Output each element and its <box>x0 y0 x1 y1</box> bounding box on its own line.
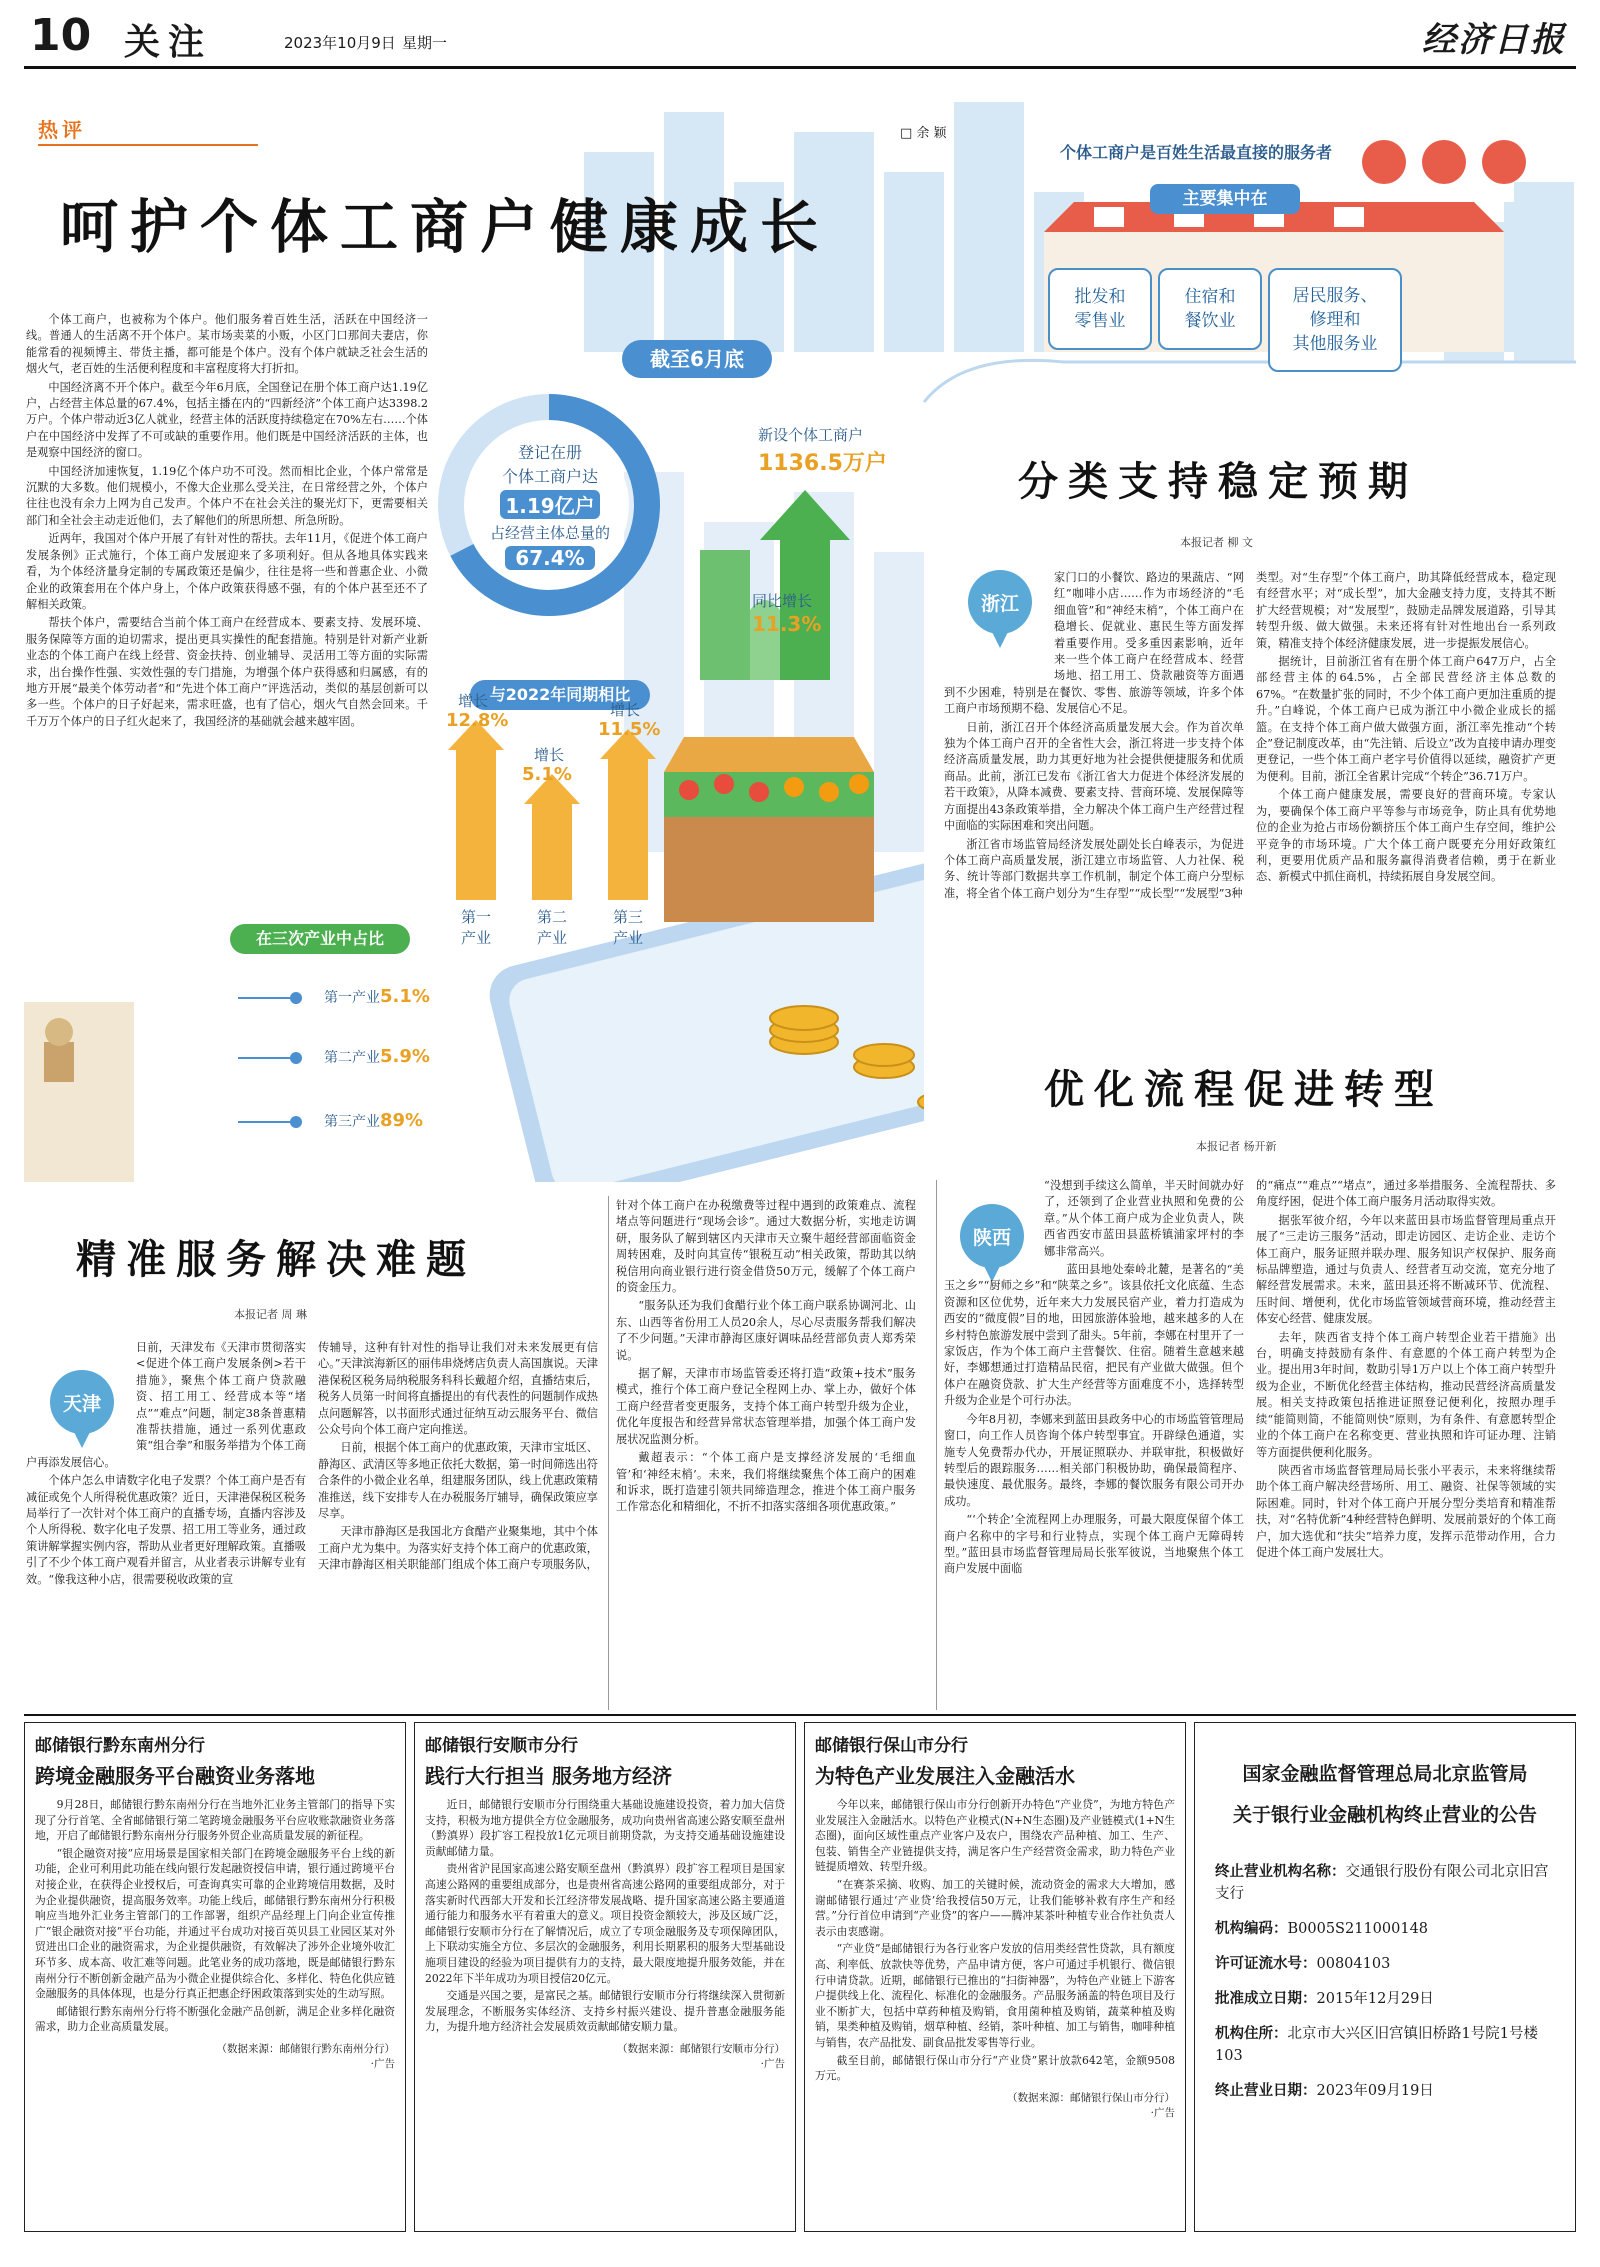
share-item-value: 5.9% <box>380 1046 430 1067</box>
notice-row <box>1215 2080 1555 2102</box>
hot-review-body <box>26 312 428 732</box>
notice-title: 关于银行业金融机构终止营业的公告 <box>1232 1804 1537 1826</box>
column-rule <box>936 1180 937 1710</box>
growth-bar-label: 第一 产业 <box>460 908 491 947</box>
industry-bubble-retail: 批发和 零售业 <box>1048 268 1152 350</box>
hot-review-paragraph: 中国经济加速恢复，1.19亿个体户功不可没。然而相比企业，个体户常常是沉默的大多数。他们规模小，不像大企业那么受关注，在日常经营之外，个体户往往也没有余力上网为自己发声。个体户不在社会关注的聚光灯下，更需要相关部门和全社会主动走近他们，去了解他们的所思所想、所急所盼。 <box>26 464 428 527</box>
zhejiang-byline: 本报记者 柳 文 <box>1180 536 1253 549</box>
tianjin-paragraph: 传辅导，这种有针对性的指导让我们对未来发展更有信心。”天津滨海新区的丽伟串烧烤店负责人高国旗说。天津港保税区税务局纳税服务科科长戴超介绍，直播结束后，税务人员第一时间将直播提出的有代表性的问题制作成热点问题解答，以书面形式通过征纳互动云服务平台、微信公众号向个体工商户定向推送。 <box>318 1341 598 1437</box>
growth-bar-label: 第三 产业 <box>612 908 643 947</box>
tianjin-paragraph: “服务队还为我们食醋行业个体工商户联系协调河北、山东、山西等省份用工人员20余人，尽心尽责服务帮我们解决了不少问题。”天津市静海区康好调味品经营部负责人郑秀荣说。 <box>616 1299 916 1362</box>
tianjin-col2 <box>318 1340 598 1576</box>
shaanxi-paragraph: 今年8月初，李娜来到蓝田县政务中心的市场监管管理局窗口，向工作人员咨询个体户转型事宜。开辟绿色通道，实施专人免费帮办代办，开展证照联办、并联审批，积极做好转型后的跟踪服务……相关部门积极协助，确保最简程序、最快速度、最优服务。最终，李娜的餐饮服务有限公司开办成功。 <box>944 1412 1244 1508</box>
shaanxi-paragraph: 的“痛点”“难点”“堵点”，通过多举措服务、全流程帮扶、多角度纾困，促进个体工商户服务月活动取得实效。 <box>1256 1179 1556 1209</box>
zhejiang-float-spacer <box>944 570 1054 670</box>
ad-bank-name: 邮储银行安顺市分行 <box>425 1736 578 1756</box>
ad-paragraph: 截至目前，邮储银行保山市分行“产业贷”累计放款642笔，金额9508万元。 <box>815 2053 1175 2083</box>
issue-weekday: 星期一 <box>402 34 448 52</box>
shaanxi-col2 <box>1256 1178 1556 1563</box>
zhejiang-paragraph: 浙江省市场监管局经济发展处副处长白峰表示，为促进个体工商户高质量发展，浙江建立市场监管、人力社保、税务、统计等部门数据共享工作机制，制定个体工商户分型标准，将全省个体工商户划分为“生存型”“成长型”“发展型”3种 <box>944 837 1244 900</box>
ad-source: （数据来源：邮储银行保山市分行） <box>1007 2091 1175 2104</box>
ad-bank-name: 邮储银行保山市分行 <box>815 1736 968 1756</box>
notice-key: 机构编码： <box>1215 1921 1288 1937</box>
notice-key: 终止营业机构名称： <box>1215 1864 1346 1880</box>
notice-value: 2015年12月29日 <box>1316 1991 1434 2007</box>
hot-review-tag-underline <box>38 144 258 146</box>
notice-row <box>1215 2023 1555 2067</box>
tianjin-paragraph: 据了解，天津市市场监管委还将打造“政策+技术”服务模式，推行个体工商户登记全程网上办、掌上办，做好个体工商户经营者变更服务，支持个体工商户转型升级为企业，优化年度报告和经营异常状态管理举措，加强个体工商户发展状况监测分析。 <box>616 1367 916 1446</box>
share-item-label: 第二产业 <box>324 1050 380 1066</box>
shaanxi-paragraph: 陕西省市场监督管理局局长张小平表示，未来将继续帮助个体工商户解决经营场所、用工、融资、社保等领域的实际困难。同时，针对个体工商户开展分型分类培育和精准帮扶，对“名特优新”4种经营特色鲜明、发展前景好的个体工商户，加大选优和“扶尖”培养力度，发挥示范带动作用，合力促进个体工商户发展壮大。 <box>1256 1463 1556 1559</box>
region-badge-tianjin: 天津 <box>50 1370 114 1434</box>
notice-row <box>1215 1988 1555 2010</box>
share-item <box>324 1110 423 1131</box>
notice-row <box>1215 1953 1555 1975</box>
hot-review-paragraph: 帮扶个体户，需要结合当前个体工商户在经营成本、要素支持、发展环境、服务保障等方面的迫切需求，提出更具实操性的配套措施。特别是针对新产业新业态的个体工商户在线上经营、资金扶持、创业辅导、灵活用工等方面的实际需求，出台操作性强、实效性强的专门措施，为增强个体户获得感和归属感，有的地方开展“最美个体劳动者”和“先进个体工商户”评选活动，类似的基层创新可以多一些。个体户的日子好起来，需求旺盛，也有了信心，烟火气自然会回来。千千万万个体户的日子红火起来了，我国经济的基础就会越来越牢固。 <box>26 616 428 728</box>
zhejiang-paragraph: 据统计，目前浙江省有在册个体工商户647万户，占全部经营主体的64.5%，占全部民营经济主体总数的67%。“在数量扩张的同时，不少个体工商户更加注重质的提升。”白峰说，个体工商户已成为浙江中小微企业成长的摇篮。在支持个体工商户做大做强方面，浙江率先推动“个转企”登记制度改革，由“先注销、后设立”改为直接申请办理变更登记，一些个体工商户老字号价值得以延续，融资扩产更为便利。目前，浙江全省累计完成“个转企”36.71万户。 <box>1256 655 1556 783</box>
shaanxi-byline: 本报记者 杨开新 <box>1196 1140 1277 1153</box>
ad-paragraph: “银企融资对接”应用场景是国家相关部门在跨境金融服务平台上线的新功能，企业可利用此功能在线向银行发起融资授信申请，银行通过跨境平台对接企业，在获得企业授权后，可查询真实可靠的企业跨境信用数据，及时为企业提供融资，提高服务效率。功能上线后，邮储银行黔东南州分行积极响应当地外汇业务主管部门的工作部署，组织产品经理上门向企业宣传推广“银企融资对接”平台功能，并通过平台成功对接百英贝县工业园区某对外贸进出口企业的融资需求，为企业提供融资，有效解决了涉外企业境外收汇环节多、成本高、收汇难等问题。此笔业务的成功落地，既是邮储银行黔东南州分行不断创新金融产品为小微企业提供综合化、多样化、特色化供应链金融服务的具体体现，也是分行真正把惠企纾困政策落到实处的生动写照。 <box>35 1846 395 2001</box>
share-item-label: 第三产业 <box>324 1114 380 1130</box>
notice-value: 00804103 <box>1316 1956 1391 1972</box>
yoy-value: 11.3% <box>752 612 822 636</box>
share-leader-line <box>238 997 294 999</box>
hot-review-paragraph: 中国经济离不开个体户。截至今年6月底，全国登记在册个体工商户达1.19亿户，占经营主体总量的67.4%，包括主播在内的“四新经济”个体工商户达3398.2万户。个体户带动近3亿人就业，经营主体的活跃度持续稳定在70%左右……个体户在中国经济中发挥了不可或缺的重要作用。他们既是中国经济活跃的主体，也是观察中国经济的窗口。 <box>26 380 428 460</box>
share-item <box>324 986 430 1007</box>
ad-paragraph: 9月28日，邮储银行黔东南州分行在当地外汇业务主管部门的指导下实现了分行首笔、全省邮储银行第二笔跨境金融服务平台应收账款融资业务落地，开启了邮储银行黔东南州分行服务外贸企业高质量发展的新征程。 <box>35 1798 395 1843</box>
share-item-label: 第一产业 <box>324 990 380 1006</box>
notice-box <box>1194 1722 1576 2232</box>
ad-anshun <box>414 1722 796 2232</box>
hot-review-tag: 热评 <box>38 118 86 142</box>
notice-rows <box>1215 1861 1555 2102</box>
zhejiang-paragraph: 类型。对“生存型”个体工商户，助其降低经营成本，稳定现有经营水平；对“成长型”，加大金融支持力度，支持其不断扩大经营规模；对“发展型”，鼓励走品牌发展道路，引导其转型升级、做大做强。未来还将有针对性地出台一系列政策，精准支持个体经济健康发展，进一步提振发展信心。 <box>1256 571 1556 650</box>
asof-label: 截至6月底 <box>622 340 772 378</box>
ad-source: （数据来源：邮储银行黔东南州分行） <box>216 2042 395 2055</box>
issue-date: 2023年10月9日 <box>284 34 396 52</box>
growth-bar <box>456 750 496 900</box>
ad-body <box>425 1797 785 2035</box>
masthead-rule <box>24 66 1576 69</box>
ad-headline: 为特色产业发展注入金融活水 <box>815 1764 1075 1788</box>
shaanxi-paragraph: 去年，陕西省支持个体工商户转型企业若干措施》出台，明确支持鼓励有条件、有意愿的个体工商户转型为企业。提出用3年时间，数助引导1万户以上个体工商户转型升级为企业，不断优化经营主体结构，推动民营经济高质量发展。相关支持政策包括推进证照登记便利化，按照办理手续“能简则简，不能简则快”原则，为有条件、有意愿转型企业的个体工商户在名称变更、营业执照和许可证办理、注销等方面提供便利化服务。 <box>1256 1330 1556 1459</box>
tianjin-title: 精准服务解决难题 <box>76 1237 476 1283</box>
hot-review-paragraph: 个体工商户，也被称为个体户。他们服务着百姓生活，活跃在中国经济一线。普通人的生活离不开个体户。某市场卖菜的小贩，小区门口那间夫妻店，你能常看的视频博主、带货主播，都可能是个体户。没有个体户就缺乏社会生活的烟火气，老百姓的生活便利程度和丰富程度将大打折扣。 <box>26 313 428 376</box>
growth-bar-word: 增长 <box>534 746 565 764</box>
growth-bar-word: 增长 <box>458 692 489 710</box>
new-value: 1136.5万户 <box>758 451 887 476</box>
page-number: 10 <box>30 10 92 61</box>
shaanxi-float-spacer <box>944 1178 1044 1278</box>
notice-value: 交通银行股份有限公司北京旧宫支行 <box>1215 1864 1549 1902</box>
share-item <box>324 1046 430 1067</box>
growth-bar-word: 增长 <box>610 701 641 719</box>
hot-review-paragraph: 近两年，我国对个体户开展了有针对性的帮扶。去年11月，《促进个体工商户发展条例》正式施行，个体工商户发展迎来了多项利好。但从各地具体实践来看，为个体经济量身定制的专属政策还是偏少，往往是将一些和普惠企业、小微企业的政策套用在个体户身上，个体户政策获得感不强，有的个体户甚至还不了解相关政策。 <box>26 532 428 611</box>
tianjin-float-spacer <box>26 1340 136 1450</box>
newspaper-logo: 经济日报 <box>1422 20 1566 60</box>
tianjin-col1 <box>26 1340 306 1590</box>
compare-label: 与2022年同期相比 <box>470 680 650 710</box>
growth-bar-value: 12.8% <box>446 710 509 731</box>
notice-value: 2023年09月19日 <box>1316 2083 1434 2099</box>
yoy-label: 同比增长 <box>752 592 813 610</box>
tianjin-paragraph: 个体户怎么申请数字化电子发票？个体工商户是否有减征或免个人所得税优惠政策？近日，天津港保税区税务局举行了一次针对个体工商户的直播专场，直播内容涉及个人所得税、数字化电子发票、招工用工等业务，通过政策讲解掌握实例内容，帮助从业者更好理解政策。直播吸引了不少个体工商户观看并留言，从业者表示讲解专业有效。“像我这种小店，很需要税收政策的宣 <box>26 1474 306 1586</box>
tianjin-paragraph: 针对个体工商户在办税缴费等过程中遇到的政策难点、流程堵点等问题进行“现场会诊”。通过大数据分析，实地走访调研，服务队了解到辖区内天津市天立聚牛超经营部面临资金周转困难，及时向其宣传“银税互动”相关政策，帮助其以纳税信用向商业银行进行资金借贷50万元，缓解了个体工商户的资金压力。 <box>616 1199 916 1295</box>
registered-label-2: 个体工商户达 <box>501 467 598 486</box>
ad-qiandongnan <box>24 1722 406 2232</box>
notice-key: 许可证流水号： <box>1215 1956 1317 1972</box>
shaanxi-paragraph: “‘个转企’全流程网上办理服务，可最大限度保留个体工商户名称中的字号和行业特点，实现个体工商户无障碍转型。”蓝田县市场监督管理局局长张军彼说，当地聚焦个体工商户发展中面临 <box>944 1513 1244 1576</box>
industry-bubble-catering: 住宿和 餐饮业 <box>1158 268 1262 350</box>
tianjin-paragraph: 戴超表示：“个体工商户是支撑经济发展的‘毛细血管’和‘神经末梢’。未来，我们将继续聚焦个体工商户的困难和诉求，既打造建引领共同缔造理念，推进个体工商户服务工作常态化和精细化，不折不扣落实落细各项优惠政策。” <box>616 1451 916 1514</box>
ad-body <box>815 1797 1175 2084</box>
notice-key: 批准成立日期： <box>1215 1991 1317 2007</box>
ad-paragraph: 贵州省沪昆国家高速公路安顺至盘州（黔滇界）段扩容工程项目是国家高速公路网的重要组成部分，也是贵州省高速公路网的重要组成部分，对于落实新时代西部大开发和长江经济带发展战略、提升国家高速公路主要通道通行能力和服务水平有着重大的意义。项目投资金额较大，涉及区域广泛，邮储银行安顺市分行在了解情况后，成立了专项金融服务及专项保障团队，上下联动实施全方位、多层次的金融服务，利用长期累积的服务大型基础设施项目建设的经验为项目提供有力的支持，最大限度地提升服务效能，并在2022年下半年成功为项目授信20亿元。 <box>425 1862 785 1985</box>
zhejiang-paragraph: 个体工商户健康发展，需要良好的营商环境。专家认为，要确保个体工商户平等参与市场竞争，防止具有优势地位的企业为抢占市场份额挤压个体工商户生存空间，维护公平竞争的市场环境。广大个体工商户既要充分用好政策红利，更要用优质产品和服务赢得消费者信赖，勇于在新业态、新模式中抓住商机，持续拓展自身发展空间。 <box>1256 788 1556 884</box>
growth-bar-label: 第二 产业 <box>536 908 567 947</box>
growth-bar <box>608 759 648 900</box>
concentrate-label: 主要集中在 <box>1150 184 1300 214</box>
region-badge-shaanxi: 陕西 <box>960 1204 1024 1268</box>
share-label: 占经营主体总量的 <box>489 524 610 542</box>
tianjin-col3 <box>616 1198 916 1518</box>
ad-body <box>35 1797 395 2035</box>
notice-issuer: 国家金融监督管理总局北京监管局 <box>1242 1763 1528 1785</box>
zhejiang-col2 <box>1256 570 1556 888</box>
share-item-value: 5.1% <box>380 986 430 1007</box>
growth-bar <box>532 804 572 900</box>
ad-baoshan <box>804 1722 1186 2232</box>
growth-bar-value: 5.1% <box>522 764 572 785</box>
zhejiang-col1 <box>944 570 1244 904</box>
share-leader-line <box>238 1057 294 1059</box>
shaanxi-title: 优化流程促进转型 <box>1044 1067 1444 1113</box>
shaanxi-paragraph: 据张军彼介绍，今年以来蓝田县市场监督管理局重点开展了“三走访三服务”活动，即走访园区、走访企业、走访个体工商户，服务证照并联办理、服务知识产权保护、服务商标品牌塑造，通过与负责人、经营者互动交流，宽充分地了解经营发展需求。未来，蓝田县还将不断减环节、优流程、压时间、增便利，优化市场监管领域营商环境，推动经营主体安心经营、健康发展。 <box>1256 1213 1556 1326</box>
main-headline: 呵护个体工商户健康成长 <box>60 193 831 261</box>
shaanxi-paragraph: 蓝田县地处秦岭北麓，是著名的“美玉之乡”“厨师之乡”和“陕菜之乡”。该县依托文化底蕴、生态资源和区位优势，近年来大力发展民宿产业，着力打造成为西安的“微度假”目的地，田园旅游体验地，越来越多的人在乡村特色旅游发展中尝到了甜头。5年前，李娜在村里开了一家饭店，作为个体工商户主营餐饮、住宿。随着生意越来越好，李娜想通过打造精品民宿，把民有产业做大做强。但个体户在融资贷款、扩大生产经营等方面难度不小，选择转型升级为企业是个可行办法。 <box>944 1263 1244 1408</box>
zhejiang-title: 分类支持稳定预期 <box>1018 459 1418 505</box>
ad-tag: ·广告 <box>1150 2106 1175 2119</box>
infographic-top-title: 个体工商户是百姓生活最直接的服务者 <box>1060 143 1333 162</box>
zhejiang-paragraph: 日前，浙江召开个体经济高质量发展大会。作为首次单独为个体工商户召开的全省性大会，浙江将进一步支持个体经济高质量发展，助力其更好地为社会提供便捷服务和优质商品。此前，浙江已发布《浙江省大力促进个体经济发展的若干政策》，从降本减费、要素支持、营商环境、发展保障等方面提出43条政策举措，全力解决个体工商户生产经营过程中面临的实际困难和突出问题。 <box>944 720 1244 833</box>
tianjin-paragraph: 日前，根据个体工商户的优惠政策，天津市宝坻区、静海区、武清区等多地正依托大数据，第一时间筛选出符合条件的小微企业名单，组建服务团队，线上优惠政策精准推送，线下安排专人在办税服务厅辅导，确保政策应享尽享。 <box>318 1441 598 1521</box>
share-item-value: 89% <box>380 1110 424 1131</box>
notice-value: 北京市大兴区旧宫镇旧桥路1号院1号楼103 <box>1215 2026 1538 2064</box>
tianjin-paragraph: 日前，天津发布《天津市贯彻落实<促进个体工商户发展条例>若干措施》，聚焦个体工商户贷款融资、招工用工、经营成本等“堵点”“难点”问题，制定38条普惠精准帮扶措施，通过一系列优惠政策“组合拳”和服务举措为个体工商户再添发展信心。 <box>26 1341 306 1469</box>
share-value: 67.4% <box>505 546 595 570</box>
section-name: 关注 <box>124 22 213 63</box>
notice-key: 终止营业日期： <box>1215 2083 1317 2099</box>
ad-paragraph: 邮储银行黔东南州分行将不断强化金融产品创新，满足企业多样化融资需求，助力企业高质量发展。 <box>35 2004 395 2034</box>
ad-tag: ·广告 <box>760 2057 785 2070</box>
growth-bar-value: 11.5% <box>598 719 661 740</box>
registered-value: 1.19亿户 <box>500 490 600 519</box>
ad-paragraph: 交通是兴国之要，是富民之基。邮储银行安顺市分行将继续深入贯彻新发展理念，不断服务实体经济、支持乡村振兴建设、提升普惠金融服务能力，为提升地方经济社会发展质效贡献邮储安顺力量。 <box>425 1989 785 2034</box>
notice-key: 机构住所： <box>1215 2026 1288 2042</box>
tianjin-byline: 本报记者 周 琳 <box>234 1308 307 1321</box>
zhejiang-paragraph: 家门口的小餐饮、路边的果蔬店、“网红”咖啡小店……作为市场经济的“毛细血管”和“神经末梢”，个体工商户在稳增长、促就业、惠民生等方面发挥着重要作用。受多重因素影响，近年来一些个体工商户在经营成本、经营场地、招工用工、贷款融资等方面遇到不少困难，特别是在餐饮、零售、旅游等领域，许多个体工商户市场预期不稳、发展信心不足。 <box>944 571 1244 716</box>
share-leader-line <box>238 1121 294 1123</box>
industry-bubble-services: 居民服务、 修理和 其他服务业 <box>1268 268 1402 372</box>
ad-headline: 跨境金融服务平台融资业务落地 <box>35 1764 315 1788</box>
hot-review-author: □ 余 颖 <box>900 126 947 141</box>
ad-paragraph: “产业贷”是邮储银行为各行业客户发放的信用类经营性贷款，具有额度高、利率低、放款快等优势，产品申请方便，客户可通过手机银行、微信银行申请贷款。近期，邮储银行已推出的“扫街神器”，为特色产业链上下游客户提供线上化、流程化、标准化的金融服务。产品服务涵盖的特色项目及行业不断扩大，包括中草药种植及购销，食用菌种植及购销，蔬菜种植及购销，果类种植及购销，烟草种植、经销，茶叶种植、加工与销售，咖啡种植与销售，农产品批发、副食品批发零售等行业。 <box>815 1942 1175 2049</box>
ad-bank-name: 邮储银行黔东南州分行 <box>35 1736 205 1756</box>
ad-tag: ·广告 <box>370 2057 395 2070</box>
new-label: 新设个体工商户 <box>758 426 864 444</box>
shaanxi-paragraph: “没想到手续这么简单，半天时间就办好了，还领到了企业营业执照和免费的公章。”从个体工商户成为企业负责人，陕西省西安市蓝田县蓝桥镇浦家坪村的李娜非常高兴。 <box>1044 1179 1244 1258</box>
ad-paragraph: 今年以来，邮储银行保山市分行创新开办特色“产业贷”，为地方特色产业发展注入金融活水。以特色产业模式(N+N生态圈)及产业链模式(1+N生态圈)，面向区域性重点产业客户及农户，围绕农产品种植、加工、生产、包装、销售全产业链提供支持，满足客户生产经营资金需求，助力特色产业链提质增效、转型升级。 <box>815 1798 1175 1874</box>
shaanxi-col1 <box>944 1178 1244 1580</box>
ad-source: （数据来源：邮储银行安顺市分行） <box>617 2042 785 2055</box>
column-rule <box>608 1196 609 1710</box>
ads-top-rule <box>24 1714 1576 1716</box>
region-badge-zhejiang: 浙江 <box>968 570 1032 634</box>
notice-row <box>1215 1918 1555 1940</box>
registered-label-1: 登记在册 <box>517 443 582 462</box>
tianjin-paragraph: 天津市静海区是我国北方食醋产业聚集地，其中个体工商户尤为集中。为落实好支持个体工商户的优惠政策，天津市静海区相关职能部门组成个体工商户专项服务队， <box>318 1525 598 1572</box>
masthead <box>24 8 1576 64</box>
notice-row <box>1215 1861 1555 1905</box>
ad-paragraph: 近日，邮储银行安顺市分行围绕重大基础设施建设投资，着力加大信贷支持，积极为地方提供全方位金融服务，成功向贵州省高速公路安顺至盘州（黔滇界）段扩容工程投放1亿元项目前期贷款，为支持交通基础设施建设贡献邮储力量。 <box>425 1798 785 1858</box>
ad-paragraph: “在赛茶采摘、收购、加工的关键时候，流动资金的需求大大增加，感谢邮储银行通过‘产业贷’给我授信50万元，让我们能够补救有序生产和经营。”分行首位申请到“产业贷”的客户——腾冲某茶叶种植专业合作社负责人表示由衷感谢。 <box>815 1877 1175 1938</box>
share-title: 在三次产业中占比 <box>230 924 410 954</box>
notice-value: B0005S211000148 <box>1287 1921 1429 1937</box>
ad-headline: 践行大行担当 服务地方经济 <box>425 1764 672 1788</box>
